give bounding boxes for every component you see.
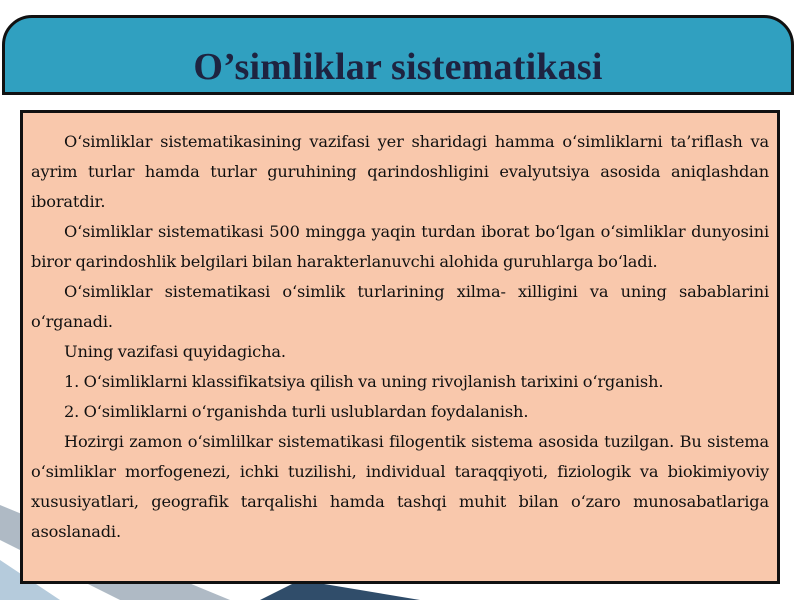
list-item: 1. O‘simliklarni klassifikatsiya qilish va uning rivojlanish tarixini o‘rganish. [64, 372, 664, 391]
paragraph: Hozirgi zamon o‘simlilkar sistematikasi filogentik sistema asosida tuzilgan. Bu sistema o‘simliklar morfogenezi, ichki tuzilishi, individual taraqqiyoti, fiziologik va biokimiyoviy xususiyatlari, geografik tarqalishi hamda tashqi muhit bilan o‘zaro munosabatlariga asoslanadi. [31, 432, 769, 541]
paragraph: O‘simliklar sistematikasining vazifasi yer sharidagi hamma o‘simliklarni ta’riflash va ayrim turlar hamda turlar guruhining qarindoshligini evalyutsiya asosida aniqlashdan iboratdir. [31, 132, 769, 211]
paragraph: Uning vazifasi quyidagicha. [64, 342, 286, 361]
slide-title: O’simliklar sistematikasi [193, 46, 603, 88]
list-item: 2. O‘simliklarni o‘rganishda turli uslublardan foydalanish. [64, 402, 529, 421]
paragraph: O‘simliklar sistematikasi 500 mingga yaqin turdan iborat bo‘lgan o‘simliklar dunyosini biror qarindoshlik belgilari bilan harakterlanuvchi alohida guruhlarga bo‘ladi. [31, 222, 769, 271]
paragraph: O‘simliklar sistematikasi o‘simlik turlarining xilma- xilligini va uning sabablarini o‘rganadi. [31, 282, 769, 331]
title-bar [2, 15, 794, 95]
content-box [20, 110, 780, 584]
